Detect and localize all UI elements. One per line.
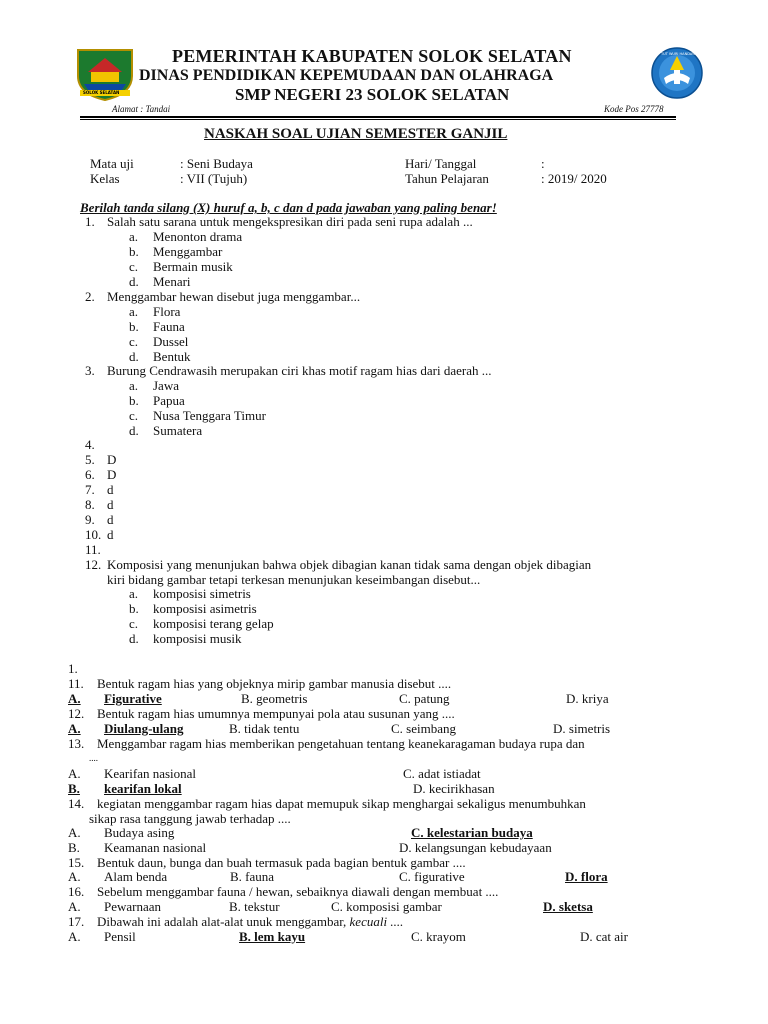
q3-number: 3. — [85, 363, 95, 378]
class-value: : VII (Tujuh) — [180, 171, 248, 186]
option-text: Menonton drama — [153, 229, 243, 244]
list-item — [85, 527, 116, 542]
list-item — [85, 497, 116, 512]
p2-q17-a: Pensil — [104, 929, 136, 944]
option — [129, 408, 266, 423]
option — [129, 274, 242, 289]
year-value: : 2019/ 2020 — [541, 171, 607, 186]
option-letter: b. — [129, 393, 139, 408]
year-label: Tahun Pelajaran — [405, 171, 489, 186]
q2-options — [129, 304, 191, 364]
option-letter: b. — [129, 319, 139, 334]
p2-q16-text: Sebelum menggambar fauna / hewan, sebaiknya diawali dengan membuat .... — [97, 884, 499, 899]
q3-text: Burung Cendrawasih merupakan ciri khas motif ragam hias dari daerah ... — [107, 363, 492, 378]
p2-q16-number: 16. — [68, 884, 85, 899]
p2-q17-a-letter: A. — [68, 929, 81, 944]
list-item — [85, 482, 116, 497]
q12-text-line1: Komposisi yang menunjukan bahwa objek dibagian kanan tidak sama dengan objek dibagian — [107, 557, 592, 572]
list-item — [85, 437, 116, 452]
p2-q17-kecuali: kecuali .... — [349, 914, 404, 929]
item-text: D — [107, 467, 117, 482]
option-text: Dussel — [153, 334, 189, 349]
p2-q13-a-letter: A. — [68, 766, 81, 781]
option — [129, 601, 274, 616]
option-letter: a. — [129, 586, 139, 601]
address: Alamat : Tandai — [112, 104, 171, 114]
option-text: komposisi musik — [153, 631, 242, 646]
option-letter: d. — [129, 631, 139, 646]
p2-q14-text-line1: kegiatan menggambar ragam hias dapat memupuk sikap menghargai sekaligus menumbuhkan — [97, 796, 586, 811]
option-letter: b. — [129, 601, 139, 616]
option — [129, 319, 191, 334]
p2-q11-c: C. patung — [399, 691, 450, 706]
item-number: 11. — [85, 542, 101, 557]
option — [129, 378, 266, 393]
q2-text: Menggambar hewan disebut juga menggambar... — [107, 289, 361, 304]
p2-q15-answer-d: D. flora — [565, 869, 608, 884]
p2-q17-d: D. cat air — [580, 929, 629, 944]
option-text: komposisi terang gelap — [153, 616, 274, 631]
option-letter: c. — [129, 334, 139, 349]
list-item — [85, 512, 116, 527]
header-department: DINAS PENDIDIKAN KEPEMUDAAN DAN OLAHRAGA — [139, 67, 554, 84]
p2-q11-b: B. geometris — [241, 691, 308, 706]
option — [129, 304, 191, 319]
item-number: 9. — [85, 512, 95, 527]
p2-q12-text: Bentuk ragam hias umumnya mempunyai pola atau susunan yang .... — [97, 706, 455, 721]
p2-q12-b: B. tidak tentu — [229, 721, 300, 736]
p2-q13-text-line2: .... — [89, 753, 98, 763]
q2-number: 2. — [85, 289, 95, 304]
postal-code: Kode Pos 27778 — [604, 104, 664, 114]
option-letter: a. — [129, 378, 139, 393]
p2-q13-d: D. kecirikhasan — [413, 781, 495, 796]
p2-q12-answer-a: Diulang-ulang — [104, 721, 184, 736]
q12-number: 12. — [85, 557, 102, 572]
p2-number-1: 1. — [68, 661, 78, 676]
list-item — [85, 542, 116, 557]
p2-q17-c: C. krayom — [411, 929, 466, 944]
option-letter: d. — [129, 423, 139, 438]
option-text: Nusa Tenggara Timur — [153, 408, 266, 423]
p2-q14-a: Budaya asing — [104, 825, 175, 840]
p2-q12-d: D. simetris — [553, 721, 611, 736]
option — [129, 393, 266, 408]
subject-label: Mata uji — [90, 156, 134, 171]
header-rule-thin — [80, 119, 676, 120]
p2-q13-b-letter: B. — [68, 781, 80, 796]
header-government: PEMERINTAH KABUPATEN SOLOK SELATAN — [172, 46, 572, 66]
item-text: D — [107, 452, 117, 467]
item-number: 10. — [85, 527, 102, 542]
header-school: SMP NEGERI 23 SOLOK SELATAN — [235, 85, 510, 104]
p2-q11-answer-a: Figurative — [104, 691, 162, 706]
option-letter: c. — [129, 616, 139, 631]
p2-q13-text-line1: Menggambar ragam hias memberikan pengetahuan tentang keanekaragaman budaya rupa dan — [97, 736, 585, 751]
option — [129, 631, 274, 646]
p2-q11-d: D. kriya — [566, 691, 609, 706]
q12-options — [129, 586, 274, 646]
exam-title: NASKAH SOAL UJIAN SEMESTER GANJIL — [204, 126, 508, 142]
p2-q14-d: D. kelangsungan kebudayaan — [399, 840, 552, 855]
item-number: 7. — [85, 482, 95, 497]
item-number: 4. — [85, 437, 95, 452]
p2-q13-number: 13. — [68, 736, 85, 751]
q1-options — [129, 229, 242, 289]
ministry-logo — [650, 46, 704, 102]
option — [129, 616, 274, 631]
option-letter: c. — [129, 259, 139, 274]
p2-q14-text-line2: sikap rasa tanggung jawab terhadap .... — [89, 811, 291, 826]
p2-q11-text: Bentuk ragam hias yang objeknya mirip gambar manusia disebut .... — [97, 676, 452, 691]
option — [129, 586, 274, 601]
p2-q13-c: C. adat istiadat — [403, 766, 481, 781]
p2-q15-b: B. fauna — [230, 869, 275, 884]
q12-text-line2: kiri bidang gambar tetapi terkesan menunjukan keseimbangan disebut... — [107, 572, 481, 587]
item-text: d — [107, 512, 114, 527]
option-letter: b. — [129, 244, 139, 259]
p2-q11-number: 11. — [68, 676, 84, 691]
item-text: d — [107, 482, 114, 497]
option-text: Menggambar — [153, 244, 223, 259]
p2-q13-answer-b: kearifan lokal — [104, 781, 182, 796]
option-text: komposisi asimetris — [153, 601, 257, 616]
regency-logo — [74, 46, 136, 102]
p2-q17-number: 17. — [68, 914, 85, 929]
p2-q15-a-letter: A. — [68, 869, 81, 884]
p2-q15-number: 15. — [68, 855, 85, 870]
p2-q14-b-letter: B. — [68, 840, 80, 855]
option-text: Menari — [153, 274, 191, 289]
p2-q17-answer-b: B. lem kayu — [239, 929, 306, 944]
p2-q16-a-letter: A. — [68, 899, 81, 914]
subject-value: : Seni Budaya — [180, 156, 253, 171]
date-value: : — [541, 156, 545, 171]
instruction: Berilah tanda silang (X) huruf a, b, c dan d pada jawaban yang paling benar! — [80, 200, 497, 215]
item-number: 8. — [85, 497, 95, 512]
p2-q12-number: 12. — [68, 706, 85, 721]
option-text: Fauna — [153, 319, 185, 334]
option-text: Bermain musik — [153, 259, 233, 274]
option-letter: d. — [129, 274, 139, 289]
p2-q13-a: Kearifan nasional — [104, 766, 197, 781]
logo-ribbon-text: SOLOK SELATAN — [83, 90, 120, 95]
p2-q14-number: 14. — [68, 796, 85, 811]
p2-q16-answer-d: D. sketsa — [543, 899, 593, 914]
p2-q17-stem: Dibawah ini adalah alat-alat unuk menggambar, — [97, 914, 347, 929]
option-letter: a. — [129, 229, 139, 244]
option-text: Sumatera — [153, 423, 203, 438]
item-number: 6. — [85, 467, 95, 482]
option-text: Jawa — [153, 378, 179, 393]
p2-q12-c: C. seimbang — [391, 721, 456, 736]
p2-q12-a-letter: A. — [68, 721, 81, 736]
p2-q14-answer-c: C. kelestarian budaya — [411, 825, 533, 840]
option-text: komposisi simetris — [153, 586, 251, 601]
p2-q16-a: Pewarnaan — [104, 899, 162, 914]
p2-q14-a-letter: A. — [68, 825, 81, 840]
p2-q17-text — [97, 914, 403, 929]
class-label: Kelas — [90, 171, 120, 186]
p2-q15-text: Bentuk daun, bunga dan buah termasuk pada bagian bentuk gambar .... — [97, 855, 466, 870]
option-text: Flora — [153, 304, 181, 319]
p2-q11-a-letter: A. — [68, 691, 81, 706]
list-item — [85, 467, 116, 482]
item-number: 5. — [85, 452, 95, 467]
p2-q16-c: C. komposisi gambar — [331, 899, 442, 914]
date-label: Hari/ Tanggal — [405, 156, 477, 171]
p2-q15-c: C. figurative — [399, 869, 465, 884]
header-rule — [80, 116, 676, 118]
ministry-logo-text: TUT WURI HANDAYANI — [661, 52, 700, 56]
option — [129, 423, 266, 438]
q1-text: Salah satu sarana untuk mengekspresikan diri pada seni rupa adalah ... — [107, 214, 473, 229]
option-letter: d. — [129, 349, 139, 364]
p2-q14-b: Keamanan nasional — [104, 840, 207, 855]
list-item — [85, 452, 116, 467]
short-answer-list — [85, 437, 116, 557]
q3-options — [129, 378, 266, 438]
item-text: d — [107, 527, 114, 542]
item-text: d — [107, 497, 114, 512]
option-text: Bentuk — [153, 349, 191, 364]
option-text: Papua — [153, 393, 185, 408]
option-letter: c. — [129, 408, 139, 423]
option-letter: a. — [129, 304, 139, 319]
option — [129, 259, 242, 274]
option — [129, 334, 191, 349]
p2-q16-b: B. tekstur — [229, 899, 280, 914]
option — [129, 349, 191, 364]
p2-q15-a: Alam benda — [104, 869, 168, 884]
q1-number: 1. — [85, 214, 95, 229]
option — [129, 244, 242, 259]
option — [129, 229, 242, 244]
